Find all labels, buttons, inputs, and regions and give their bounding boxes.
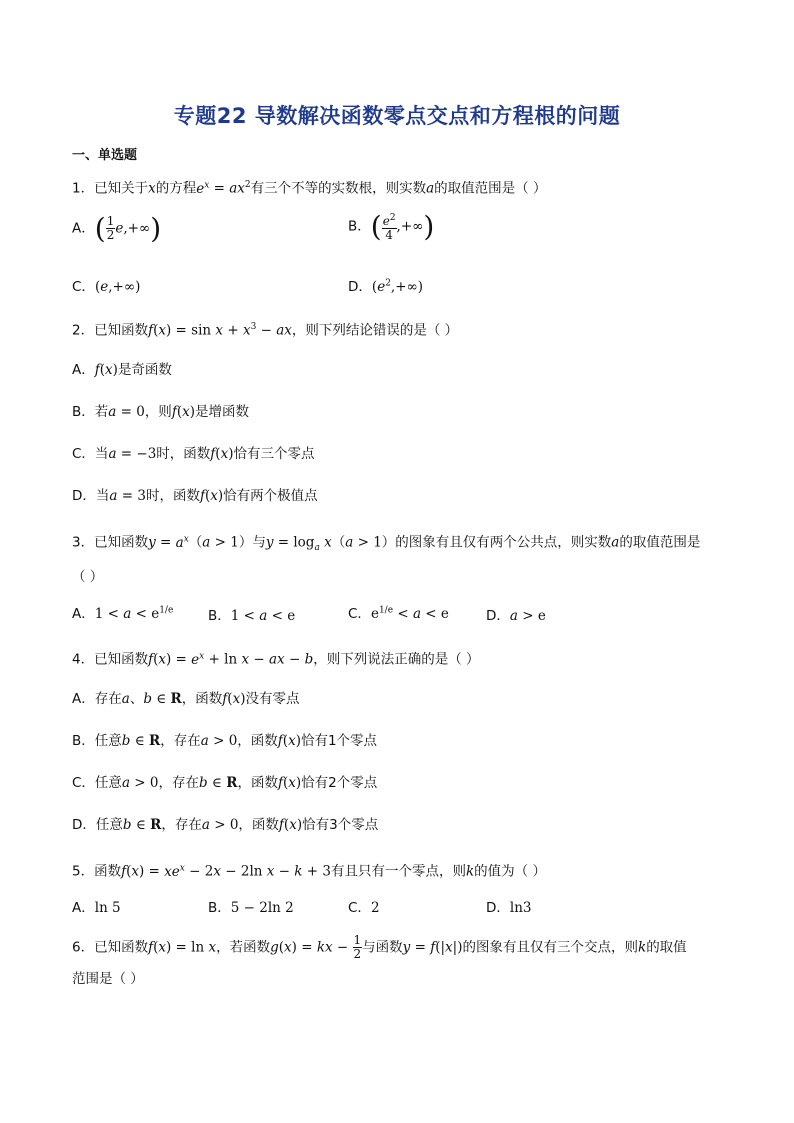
question-4-option-b: B．任意b ∈ R，存在a > 0，函数f(x)恰有1个零点 [72, 733, 378, 749]
question-4-option-a: A．存在a、b ∈ R，函数f(x)没有零点 [72, 691, 300, 707]
question-2-stem: 2．已知函数$f(x) = \sin x + x^3$ − ax，则下列结论错误的是（ ） [72, 322, 459, 339]
question-3-option-b: B．1 < a < e [208, 608, 296, 624]
question-5-option-b: B．5 − 2ln 2 [208, 900, 294, 916]
question-3-option-c: C．$e^{1/e} < a < e$ [348, 605, 449, 622]
question-2-option-a: A．f(x)是奇函数 [72, 362, 172, 378]
question-1-option-c: C．(e,+∞) [72, 279, 141, 295]
question-1-option-a: A．( $\frac{1}{2}$ e,+∞) [72, 212, 162, 245]
question-3-option-a: A．$1 < a < e^{1/e}$ [72, 605, 174, 622]
section-heading: 一、单选题 [72, 148, 138, 163]
question-5-option-c: C．2 [348, 900, 380, 916]
question-5-option-d: D．ln3 [486, 900, 532, 916]
question-1-stem: 1．已知关于x的方程$e^x = ax^2$有三个不等的实数根，则实数a的取值范围是（ ） [72, 180, 547, 197]
question-2-option-c: C．当a = −3时，函数f(x)恰有三个零点 [72, 446, 315, 462]
question-3-option-d: D．a > e [486, 608, 546, 624]
question-3-stem-continued: （ ） [72, 569, 104, 585]
question-4-stem: 4．已知函数$f(x) = e^x + \ln x$ − ax − b，则下列说法正确的是（ ） [72, 651, 480, 668]
page-title: 专题22 导数解决函数零点交点和方程根的问题 [173, 104, 621, 128]
question-1-option-b: B．( $\frac{e^2}{4}$ ,+∞) [348, 210, 435, 243]
question-6-stem-continued: 范围是（ ） [72, 971, 144, 987]
question-2-option-d: D．当a = 3时，函数f(x)恰有两个极值点 [72, 488, 318, 504]
question-4-option-d: D．任意b ∈ R，存在a > 0，函数f(x)恰有3个零点 [72, 817, 379, 833]
question-1-option-d: D．$(e^2,+\infty)$ [348, 278, 424, 295]
question-2-option-b: B．若a = 0，则f(x)是增函数 [72, 404, 249, 420]
question-5-option-a: A．ln 5 [72, 900, 121, 916]
question-4-option-c: C．任意a > 0，存在b ∈ R，函数f(x)恰有2个零点 [72, 775, 378, 791]
question-5-stem: 5．函数$f(x) = xe^x - 2x - 2\ln$ x − k + 3有且只有一个零点，则k的值为（ ） [72, 863, 546, 880]
question-6-stem: 6．已知函数f(x) = ln x，若函数g(x) = kx − $\frac{1}{2}$ 与函数y = f(|x|)的图象有且仅有三个交点，则k的取值 [72, 933, 687, 961]
question-3-stem: 3．已知函数$y = a^x(a > 1)$与$y = \log_a x(a > 1)$的图象有且仅有两个公共点，则实数a的取值范围是 [72, 534, 701, 554]
